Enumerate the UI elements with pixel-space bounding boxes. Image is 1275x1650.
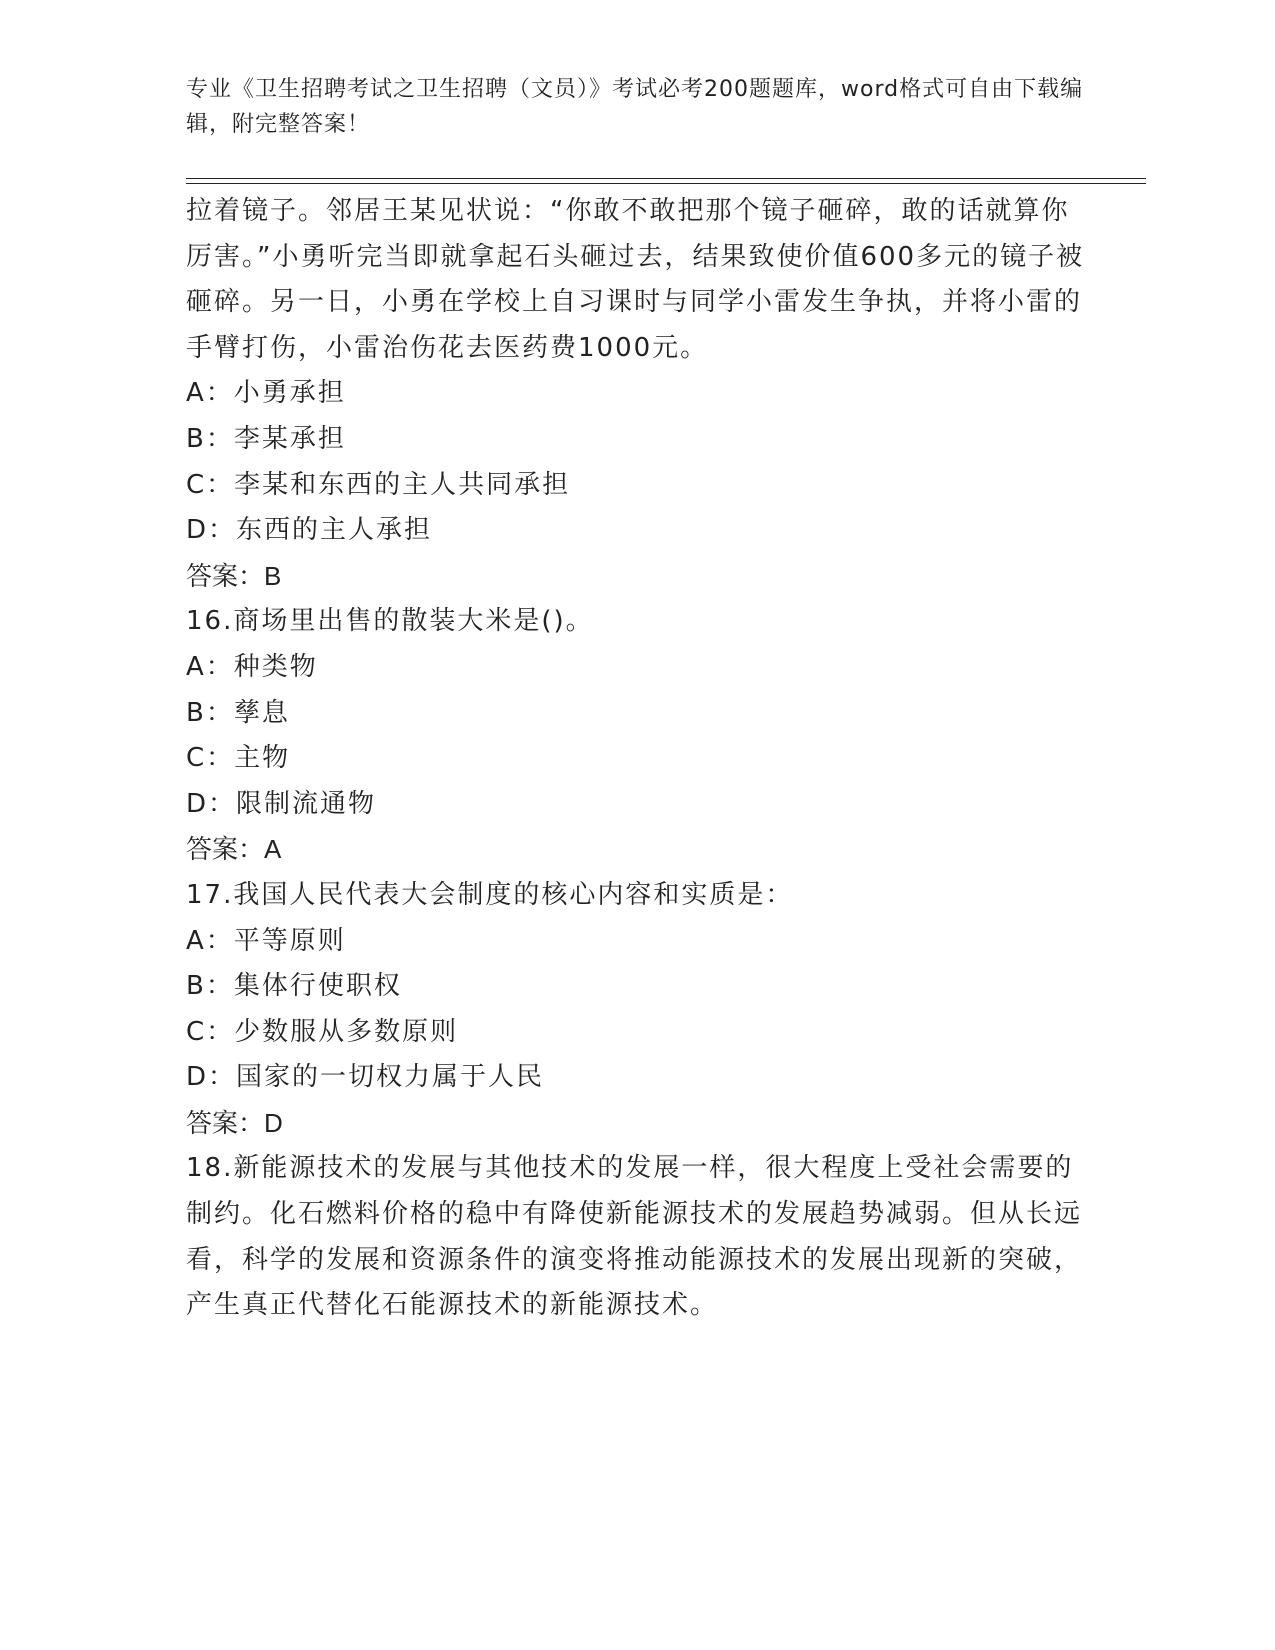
question-15-option-a: A：小勇承担 bbox=[186, 378, 346, 409]
document-body bbox=[186, 189, 1086, 1329]
question-17-option-c: C：少数服从多数原则 bbox=[186, 1016, 459, 1047]
question-18-stem: 18.新能源技术的发展与其他技术的发展一样，很大程度上受社会需要的制约。化石燃料价格的稳中有降使新能源技术的发展趋势减弱。但从长远看，科学的发展和资源条件的演变将推动能源技术的发展出现新的突破，产生真正代替化石能源技术的新能源技术。 bbox=[186, 1153, 1083, 1321]
question-15-answer: 答案：B bbox=[186, 560, 282, 591]
page-header bbox=[186, 72, 1086, 142]
question-16-stem: 16.商场里出售的散装大米是()。 bbox=[186, 606, 594, 637]
question-16-option-d: D：限制流通物 bbox=[186, 788, 377, 819]
question-17-stem: 17.我国人民代表大会制度的核心内容和实质是： bbox=[186, 879, 794, 910]
question-16-option-c: C：主物 bbox=[186, 743, 291, 774]
header-divider-top bbox=[186, 178, 1146, 179]
question-17-option-a: A：平等原则 bbox=[186, 925, 346, 956]
question-16-option-b: B：孳息 bbox=[186, 697, 290, 728]
question-15-option-b: B：李某承担 bbox=[186, 423, 346, 454]
question-17-option-d: D：国家的一切权力属于人民 bbox=[186, 1062, 545, 1093]
question-16-option-a: A：种类物 bbox=[186, 651, 318, 682]
question-17-option-b: B：集体行使职权 bbox=[186, 971, 402, 1002]
question-15-stem-continuation: 拉着镜子。邻居王某见状说：“你敢不敢把那个镜子砸碎，敢的话就算你厉害。”小勇听完当即就拿起石头砸过去，结果致使价值600多元的镜子被砸碎。另一日，小勇在学校上自习课时与同学小雷发生争执，并将小雷的手臂打伤，小雷治伤花去医药费1000元。 bbox=[186, 196, 1085, 363]
document-title: 专业《卫生招聘考试之卫生招聘（文员）》考试必考200题题库，word格式可自由下载编辑，附完整答案！ bbox=[186, 77, 1084, 137]
question-15-option-c: C：李某和东西的主人共同承担 bbox=[186, 469, 571, 500]
question-15-option-d: D：东西的主人承担 bbox=[186, 515, 433, 546]
header-divider-bottom bbox=[186, 183, 1146, 184]
question-17-answer: 答案：D bbox=[186, 1107, 283, 1138]
question-16-answer: 答案：A bbox=[186, 834, 282, 865]
